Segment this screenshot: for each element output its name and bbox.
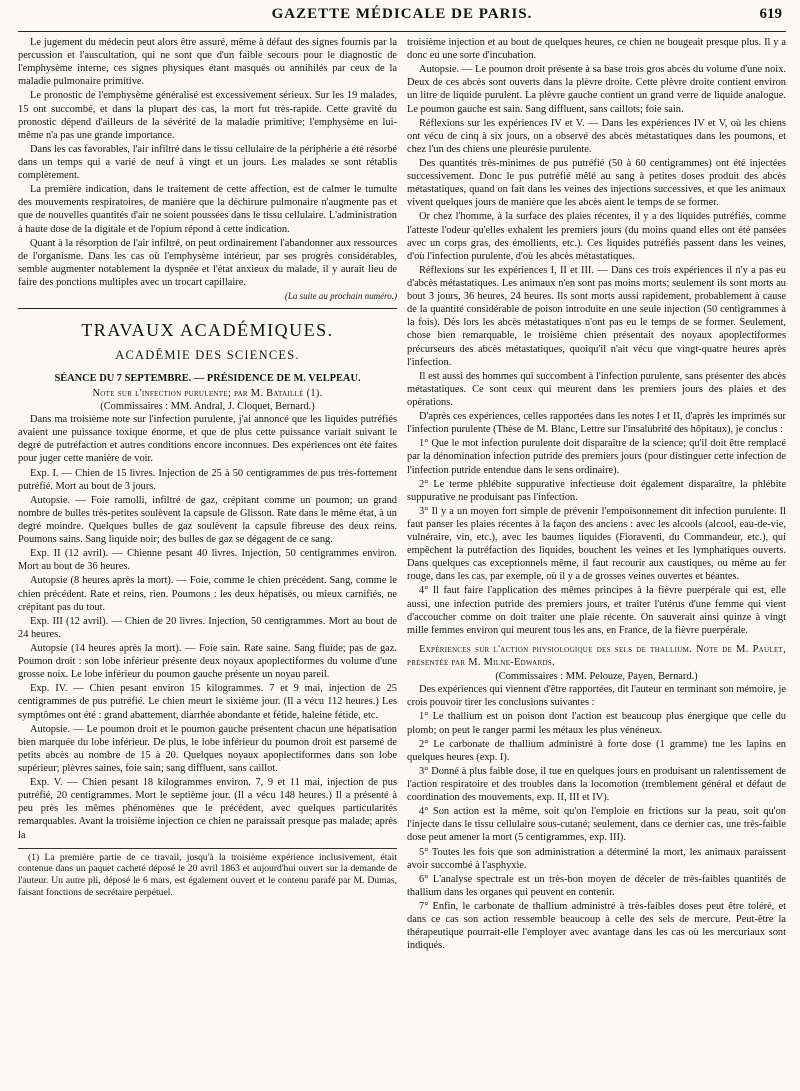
conclusion: 6° L'analyse spectrale est un très-bon moyen de déceler de très-faibles quantités de thallium dans les organes qui peuvent en contenir. (407, 873, 786, 898)
continuation-note: (La suite au prochain numéro.) (284, 291, 397, 302)
conclusion: 7° Enfin, le carbonate de thallium administré à très-faibles doses peut être toléré, et dans ce cas son action ressemble beaucoup à celle des sels de mercure. Peut-être la thérapeutique pourrait-elle l'employer avec avantage dans les cas où les mercuriaux sont indiqués. (407, 901, 786, 952)
session-heading: SÉANCE DU 7 SEPTEMBRE. — PRÉSIDENCE DE M. VELPEAU. (54, 372, 361, 384)
conclusion: 4° Il faut faire l'application des mêmes principes à la fièvre puerpérale qui est, elle aussi, une infection putride des premiers jours, et traiter l'utérus d'une femme qui vient d'accoucher comme on doit traiter une plaie récente. On sauverait ainsi quinze à vingt mille femmes environ qui meurent tous les ans, en France, de la fièvre puerpérale. (407, 585, 786, 636)
experiment: Exp. V. — Chien pesant 18 kilogrammes environ. 7, 9 et 11 mai, injection de pus putréfié, 20 centigrammes. Mort le septième jour. (Il a vécu 148 heures.) Il a présenté à peu près les mêmes phénomènes que le précédent, avec quelques particularités remarquables. Avant la troisième injection ce chien ne paraissait presque pas malade; après la (18, 777, 397, 841)
autopsy: Autopsie. — Foie ramolli, infiltré de gaz, crépitant comme un poumon; un grand nombre de bulles très-petites soulèvent la capsule de Glisson. Rate dans le même état, à un degré moindre. Quelques bulles de gaz soulèvent la capsule fibreuse des deux reins. Poumons sains. Sang liquide noir; des bulles de gaz se dégagent de ce sang. (18, 494, 397, 546)
section-title: TRAVAUX ACADÉMIQUES. (81, 320, 334, 341)
paragraph: Le jugement du médecin peut alors être assuré, même à défaut des signes fournis par la percussion et l'auscultation, qui ne sont que d'un faible secours pour le diagnostic de l'emphysème interne, ces signes physiques étant masqués ou annihilés par ceux de la maladie pulmonaire primitive. (18, 37, 397, 88)
conclusion: 2° Le carbonate de thallium administré à forte dose (1 gramme) tue les lapins en quelques heures (exp. I). (407, 738, 786, 763)
conclusion: 3° Donné à plus faible dose, il tue en quelques jours en produisant un ralentissement de l'action respiratoire et des troubles dans la locomotion (tremblement général et défaut de coordination des mouvements, exp. II, III et IV). (407, 765, 786, 804)
footnote (18, 852, 397, 899)
left-column (18, 36, 397, 1088)
footnote-divider (18, 848, 397, 849)
note-title: Note sur l'infection purulente; par M. Bataillé (1). (92, 387, 323, 399)
paragraph: Il est aussi des hommes qui succombent à l'infection purulente, sans présenter des abcès métastatiques. Ce sont ceux qui meurent dans les premiers jours des plaies et des opérations. (407, 370, 786, 408)
right-column (407, 36, 786, 1088)
experiment: Exp. III (12 avril). — Chien de 20 livres. Injection, 50 centigrammes. Mort au bout de 24 heures. (18, 615, 397, 640)
paragraph: Dans les cas favorables, l'air infiltré dans le tissu cellulaire de la périphérie a été résorbé dans un temps qui a varié de neuf à vingt et un jours. Les malades se sont rétablis complètement. (18, 143, 397, 182)
paragraph: troisième injection et au bout de quelques heures, ce chien ne bougeait presque plus. Il y a donc eu une sorte d'incubation. (407, 37, 786, 62)
paragraph: La première indication, dans le traitement de cette affection, est de calmer le tumulte des mouvements respiratoires, de manière que la déchirure pulmonaire n'augmente pas et que de nouvelles quantités d'air ne soient poussées dans le tissu cellulaire. L'administration à haute dose de la digitale et de l'opium répond à cette indication. (18, 184, 397, 235)
paragraph: D'après ces expériences, celles rapportées dans les notes I et II, d'après les imprimés sur l'infection purulente (Thèse de M. Blanc, Lettre sur l'insalubrité des hôpitaux), je conclus : (407, 411, 786, 436)
experiment: Exp. I. — Chien de 15 livres. Injection de 25 à 50 centigrammes de pus très-fortement putréfié. Mort au bout de 3 jours. (18, 467, 397, 492)
conclusion: 3° Il y a un moyen fort simple de prévenir l'empoisonnement dit infection purulente. Il faut panser les plaies récentes à la façon des anciens : avec les alcools (alcool, eau-de-vie, vulnéraire, vin, etc.), avec les baumes liquides (Fioraventi, du Commandeur, etc.), qui empêchent la putréfaction des liquides, bouchent les veines et les lymphatiques ouverts. Dans quelques cas exceptionnels même, il faut recourir aux caustiques, ou même au fer rouge, dans les cas, par exemple, où il y a de grosses veines ouvertes et béantes. (407, 505, 786, 583)
reflections: Réflexions sur les expériences IV et V. — Dans les expériences IV et V, où les chiens ont vécu de cinq à six jours, on a observé des abcès métastatiques dans les poumons, et chez l'un des chiens une pleurésie purulente. (407, 117, 786, 155)
paragraph: Dans ma troisième note sur l'infection purulente, j'ai annoncé que les liquides putréfiés avaient une puissance toxique énorme, et que de plus cette puissance variait suivant le degré de putréfaction et autres conditions encore inconnues. Des expériences ont été faites pour juger cette manière de voir. (18, 414, 397, 465)
conclusion: 1° Que le mot infection purulente doit disparaître de la science; qu'il doit être remplacé par la dénomination infection putride des premiers jours (pour distinguer cette infection de l'infection putride entendue dans le sens ordinaire). (407, 438, 786, 476)
autopsy: Autopsie. — Le poumon droit et le poumon gauche présentent chacun une hépatisation bien marquée du lobe inférieur. De plus, le lobe inférieur du poumon droit est parsemé de petits abcès au nombre de 15 à 20. Quelques noyaux apoplectiformes dans son lobe supérieur; plèvres saines, foie sain; sang diffluent, sans caillot. (18, 723, 397, 774)
page-number: 619 (759, 6, 782, 22)
running-head (18, 6, 786, 32)
autopsy: Autopsie (14 heures après la mort). — Foie sain. Rate saine. Sang fluide; pas de gaz. Poumon droit : son lobe inférieur présente deux noyaux apoplectiformes du volume d'une grosse noix. Le lobe inférieur du poumon gauche présente un noyau pareil. (18, 643, 397, 681)
autopsy: Autopsie (8 heures après la mort). — Foie, comme le chien précédent. Sang, comme le chien précédent. Rate et reins, rien. Poumons : les deux hépatisés, ou mieux carnifiés, ne crépitant pas du tout. (18, 575, 397, 613)
autopsy: Autopsie. — Le poumon droit présente à sa base trois gros abcès du volume d'une noix. Deux de ces abcès sont ouverts dans la plèvre droite. Cette plèvre droite contient environ un litre de liquide purulent. La plèvre gauche contient un grand verre de liquide analogue. Le poumon gauche est sain. Sang diffluent, sans caillots; foie sain. (407, 64, 786, 115)
conclusion: 4° Son action est la même, soit qu'on l'emploie en frictions sur la peau, soit qu'on l'injecte dans le tissu cellulaire sous-cutané; seulement, dans ce dernier cas, une très-faible dose peut amener la mort (5 centigrammes, exp. III). (407, 806, 786, 844)
journal-title: GAZETTE MÉDICALE DE PARIS. (271, 6, 533, 22)
commissioners: (Commissaires : MM. Pelouze, Payen, Bernard.) (495, 671, 698, 683)
paragraph: Quant à la résorption de l'air infiltré, on peut ordinairement l'abandonner aux ressources de l'organisme. Dans les cas où l'emphysème intérieur, par ses progrès considérables, semble augmenter notablement la dyspnée et l'état anxieux du malade, il y aurait lieu de faire des ponctions multiples avec un trocart capillaire. (18, 237, 397, 288)
conclusion: 5° Toutes les fois que son administration a déterminé la mort, les animaux paraissent avoir succombé à l'asphyxie. (407, 846, 786, 871)
paragraph: Or chez l'homme, à la surface des plaies récentes, il y a des liquides putréfiés, comme l'atteste l'odeur qu'elles exhalent les premiers jours (du moins quand elles ont été pansées avec un corps gras, des émollients, etc.). Ces liquides putréfiés passent dans les veines, d'où l'infection purulente, d'où les abcès métastatiques. (407, 211, 786, 262)
commissioners: (Commissaires : MM. Andral, J. Cloquet, Bernard.) (100, 401, 315, 413)
section-divider (18, 308, 397, 309)
paragraph: Le pronostic de l'emphysème généralisé est excessivement sérieux. Sur les 19 malades, 15 ont succombé, et dans la plupart des cas, la mort fut très-rapide. Cette gravité du pronostic dépend d'ailleurs de la sévérité de la maladie primitive; l'emphysème en lui-même n'a pas une grande importance. (18, 90, 397, 141)
academy-heading: ACADÉMIE DES SCIENCES. (115, 348, 300, 363)
reflections: Réflexions sur les expériences I, II et III. — Dans ces trois expériences il n'y a pas eu d'abcès métastatiques. Les animaux n'en sont pas moins morts; seulement ils sont morts au bout 3 jours, 36 heures, 24 heures. Ils sont morts aussi rapidement, probablement à cause de la quantité considérable de poison introduite en une seule injection (50 centigrammes à la fois). Dès lors les abcès métastatiques n'ont pas eu le temps de se former. Seulement, chose bien remarquable, le troisième chien présentait des noyaux apoplectiformes précurseurs des abcès métastatiques, quoiqu'il n'ait vécu que vingt-quatre heures après l'infection. (407, 264, 786, 368)
conclusion: 1° Le thallium est un poison dont l'action est beaucoup plus énergique que celle du plomb; on peut le ranger parmi les métaux les plus vénéneux. (407, 711, 786, 736)
paragraph: Des quantités très-minimes de pus putréfié (50 à 60 centigrammes) ont été injectées successivement. Donc le pus putréfié mêlé au sang à petites doses produit des abcès métastatiques, quand on fait dans les veines des injections successives, et que les animaux vivent quelques jours de manière que les abcès aient le temps de se former. (407, 157, 786, 209)
footnote-text: (1) La première partie de ce travail, jusqu'à la troisième expérience inclusivement, était contenue dans un paquet cacheté déposé le 20 avril 1863 et aujourd'hui ouvert sur la demande de l'auteur. Un autre pli, déposé le 6 mars, est également ouvert et le contenu parafé par M. Dumas, faisant fonctions de secrétaire perpétuel. (18, 851, 397, 898)
experiment: Exp. IV. — Chien pesant environ 15 kilogrammes. 7 et 9 mai, injection de 25 centigrammes de pus putréfié. Le chien meurt le sixième jour. (Il a vécu 112 heures.) Les symptômes ont été : grand abattement, diarrhée abondante et fétide, haleine fétide, etc. (18, 683, 397, 721)
two-column-body (18, 36, 786, 1088)
conclusion: 2° Le terme phlébite suppurative infectieuse doit également disparaître, la phlébite suppurative ne produisant pas l'infection. (407, 478, 786, 503)
paragraph: Des expériences qui viennent d'être rapportées, dit l'auteur en terminant son mémoire, je crois pouvoir tirer les conclusions suivantes : (407, 684, 786, 709)
experiment: Exp. II (12 avril). — Chienne pesant 40 livres. Injection, 50 centigrammes environ. Mort au bout de 36 heures. (18, 548, 397, 573)
thallium-note-title: Expériences sur l'action physiologique des sels de thallium. Note de M. Paulet, présentée par M. Milne-Edwards. (407, 643, 786, 669)
